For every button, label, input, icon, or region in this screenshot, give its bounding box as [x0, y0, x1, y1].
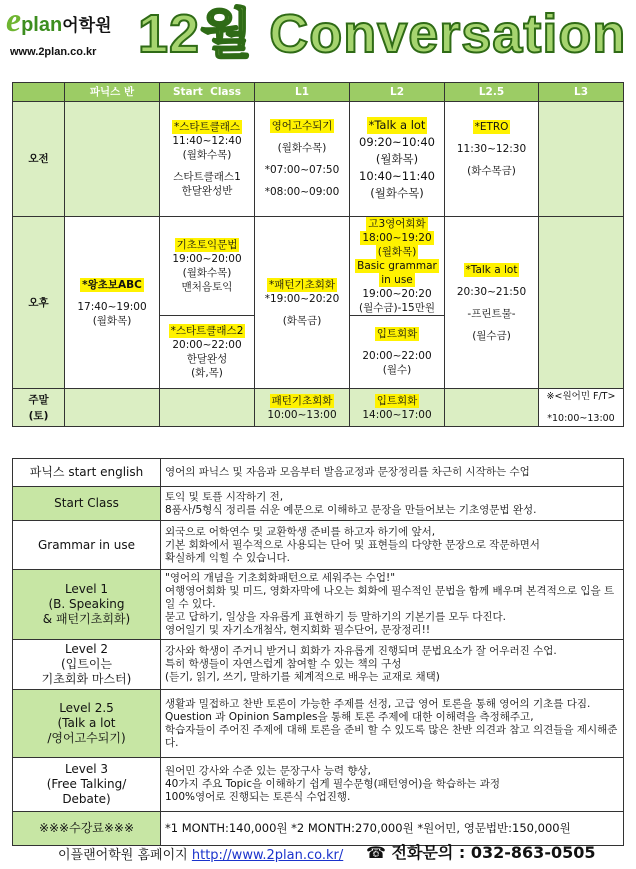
afternoon-l25-title: *Talk a lot	[465, 263, 518, 276]
weekend-start-cell	[160, 389, 255, 427]
afternoon-l2-top-days: (월화목)	[377, 246, 417, 258]
morning-l1-title: 영어고수되기	[271, 120, 333, 132]
info-text-level3: 원어민 강사와 수준 있는 문장구사 능력 향상, 40가지 주요 Topic을 이해하기 쉽게 필수문형(패턴영어)을 학습하는 과정 100%영어로 진행되는 토론식 수업진행.	[161, 758, 624, 812]
morning-l25-days: (화수목금)	[467, 165, 516, 177]
afternoon-start-top-title: 기초토익문법	[176, 239, 238, 251]
row-afternoon: 오후	[13, 217, 65, 389]
info-text-level25: 생활과 밀접하고 찬반 토론이 가능한 주제를 선정, 고급 영어 토론을 통해 영어의 기초를 다짐. Question 과 Opinion Samples을 통해 토론 주제에 대한 이해력을 측정해주고, 학습자들이 주어진 주제에 대해 토론을 준비 할 수 있도록 많은 찬반 의견과 참고 의견들을 제시해준다.	[161, 690, 624, 758]
morning-l1-time1: *07:00~07:50	[264, 164, 340, 176]
logo-e: e	[6, 2, 22, 39]
afternoon-l25-cell	[445, 217, 539, 389]
afternoon-phonics-time: 17:40~19:00	[77, 300, 147, 313]
footer-homepage	[58, 844, 343, 863]
info-label-start: Start Class	[13, 487, 161, 521]
logo[interactable]	[6, 2, 112, 58]
morning-start-title: *스타트클래스	[173, 121, 241, 133]
morning-l2-time2: 10:40~11:40	[359, 168, 435, 183]
morning-l2-days2: (월화수목)	[370, 185, 424, 200]
morning-l2-time1: 09:20~10:40	[359, 134, 435, 149]
afternoon-l2-grammar-time: 19:00~20:20	[362, 288, 432, 300]
afternoon-phonics-cell	[65, 217, 160, 389]
morning-start-time: 11:40~12:40	[172, 135, 242, 147]
col-l3: L3	[539, 83, 624, 102]
afternoon-l1-time: *19:00~20:20	[264, 292, 340, 305]
phone-icon: ☎	[366, 843, 386, 862]
info-label-level2: Level 2 (입트이는 기초회화 마스터)	[13, 640, 161, 690]
morning-l2-cell	[350, 102, 445, 217]
morning-l1-time2: *08:00~09:00	[264, 186, 340, 198]
weekend-l1-cell	[255, 389, 350, 427]
afternoon-l2-grammar-title2: in use	[381, 274, 413, 286]
row-morning: 오전	[13, 102, 65, 217]
logo-plan: plan	[21, 14, 63, 36]
info-label-grammar: Grammar in use	[13, 521, 161, 570]
afternoon-l1-title: *패턴기초회화	[268, 278, 336, 291]
morning-start-days: (월화수목)	[182, 149, 232, 161]
logo-url: www.2plan.co.kr	[10, 46, 97, 58]
morning-l25-time: 11:30~12:30	[456, 143, 527, 155]
afternoon-l1-days: (화목금)	[282, 314, 322, 327]
morning-start-cell	[160, 102, 255, 217]
weekend-l3-title: ※<원어민 F/T>	[546, 390, 616, 402]
page-header	[0, 0, 636, 78]
logo-kr: 어학원	[62, 16, 112, 36]
weekend-l1-time: 10:00~13:00	[267, 408, 337, 421]
footer-homepage-link[interactable]: http://www.2plan.co.kr/	[191, 848, 344, 863]
morning-l1-cell	[255, 102, 350, 217]
afternoon-start-top-time: 19:00~20:00	[172, 253, 242, 265]
afternoon-l2-bottom-cell	[350, 316, 445, 389]
afternoon-l3-cell	[539, 217, 624, 389]
footer-phone-label: 전화문의 : 032-863-0505	[391, 843, 596, 862]
morning-phonics-cell	[65, 102, 160, 217]
course-info-table	[12, 458, 624, 846]
morning-l25-cell	[445, 102, 539, 217]
morning-start-sub2: 한달완성반	[181, 185, 233, 197]
afternoon-l2-top-cell	[350, 217, 445, 316]
afternoon-l2-top-title: 고3영어회화	[368, 218, 426, 230]
row-weekend: 주말 (토)	[13, 389, 65, 427]
afternoon-phonics-title: *왕초보ABC	[82, 278, 142, 291]
page-title: 12월 Conversation	[138, 4, 627, 64]
afternoon-start-bottom-days: (화,목)	[191, 367, 223, 379]
weekend-l3-time: *10:00~13:00	[547, 412, 615, 424]
afternoon-start-bottom-title: *스타트클래스2	[170, 325, 244, 337]
afternoon-start-top-cell	[160, 217, 255, 316]
info-label-level3: Level 3 (Free Talking/ Debate)	[13, 758, 161, 812]
info-label-fee: ※※※수강료※※※	[13, 812, 161, 846]
afternoon-l2-grammar-title: Basic grammar	[357, 260, 437, 272]
afternoon-l1-cell	[255, 217, 350, 389]
morning-l2-days1: (월화목)	[375, 151, 419, 166]
col-l25: L2.5	[445, 83, 539, 102]
col-phonics: 파닉스 반	[65, 83, 160, 102]
info-label-level1: Level 1 (B. Speaking & 패턴기초회화)	[13, 570, 161, 640]
afternoon-l2-bottom-title: 입트회화	[376, 328, 418, 340]
afternoon-l25-sub: -프린트물-	[467, 307, 516, 320]
weekend-l2-time: 14:00~17:00	[362, 408, 432, 421]
col-l1: L1	[255, 83, 350, 102]
col-l2: L2	[350, 83, 445, 102]
afternoon-l2-bottom-days: (월수)	[382, 364, 412, 376]
afternoon-start-bottom-sub: 한달완성	[186, 353, 228, 365]
afternoon-l25-days: (월수금)	[472, 329, 511, 342]
afternoon-l2-grammar-days: (월수금)-15만원	[358, 302, 436, 314]
info-text-level2: 강사와 학생이 주거니 받거니 회화가 자유롭게 진행되며 문법요소가 잘 어우러진 수업. 특히 학생들이 자연스럽게 참여할 수 있는 책의 구성 (듣기, 읽기, 쓰기, 말하기를 체계적으로 배우는 교재로 채택)	[161, 640, 624, 690]
info-text-fee: *1 MONTH:140,000원 *2 MONTH:270,000원 *원어민, 영문법반:150,000원	[161, 812, 624, 846]
schedule-table	[12, 82, 624, 427]
weekend-l3-cell	[539, 389, 624, 427]
info-text-level1: "영어의 개념을 기초회화패턴으로 세워주는 수업!" 여행영어회화 및 미드, 영화자막에 나오는 회화에 필수적인 문법을 함께 배우며 본격적으로 입을 트일 수 있다. 묻고 답하기, 일상을 자유롭게 표현하기 등 말하기의 기본기를 모두 다진다. 영어일기 및 자기소개첨삭, 현지회화 필수단어, 문장정리!!	[161, 570, 624, 640]
info-label-phonics: 파닉스 start english	[13, 459, 161, 487]
weekend-phonics-cell	[65, 389, 160, 427]
afternoon-l25-time: 20:30~21:50	[456, 285, 527, 298]
info-text-start: 토익 및 토플 시작하기 전, 8품사/5형식 정리를 쉬운 예문으로 이해하고 문장을 만들어보는 기초영문법 완성.	[161, 487, 624, 521]
afternoon-start-top-days: (월화수목)	[182, 267, 232, 279]
afternoon-start-top-sub: 맨처음토익	[181, 281, 233, 293]
footer-homepage-label: 이플랜어학원 홈페이지	[58, 848, 192, 863]
afternoon-start-bottom-cell	[160, 316, 255, 389]
weekend-l25-cell	[445, 389, 539, 427]
info-text-grammar: 외국으로 어학연수 및 교환학생 준비를 하고자 하기에 앞서, 기본 회화에서 필수적으로 사용되는 단어 및 표현들의 다양한 문장으로 작문하면서 확실하게 익힐 수 있습니다.	[161, 521, 624, 570]
info-text-phonics: 영어의 파닉스 및 자음과 모음부터 발음교정과 문장정리를 차근히 시작하는 수업	[161, 459, 624, 487]
morning-l3-cell	[539, 102, 624, 217]
afternoon-phonics-days: (월화목)	[92, 314, 132, 327]
weekend-l2-cell	[350, 389, 445, 427]
weekend-l2-title: 입트회화	[376, 394, 418, 407]
weekend-l1-title: 패턴기초회화	[271, 394, 333, 407]
col-start-class: Start Class	[160, 83, 255, 102]
morning-l25-title: *ETRO	[474, 121, 509, 133]
header-corner	[13, 83, 65, 102]
afternoon-l2-top-time: 18:00~19:20	[362, 232, 432, 244]
morning-start-sub: 스타트클래스1	[173, 171, 241, 183]
morning-l2-title: *Talk a lot	[368, 117, 426, 132]
afternoon-l2-bottom-time: 20:00~22:00	[362, 350, 432, 362]
morning-l1-days: (월화수목)	[277, 142, 327, 154]
footer-phone	[366, 840, 596, 863]
info-label-level25: Level 2.5 (Talk a lot /영어고수되기)	[13, 690, 161, 758]
afternoon-start-bottom-time: 20:00~22:00	[172, 339, 242, 351]
